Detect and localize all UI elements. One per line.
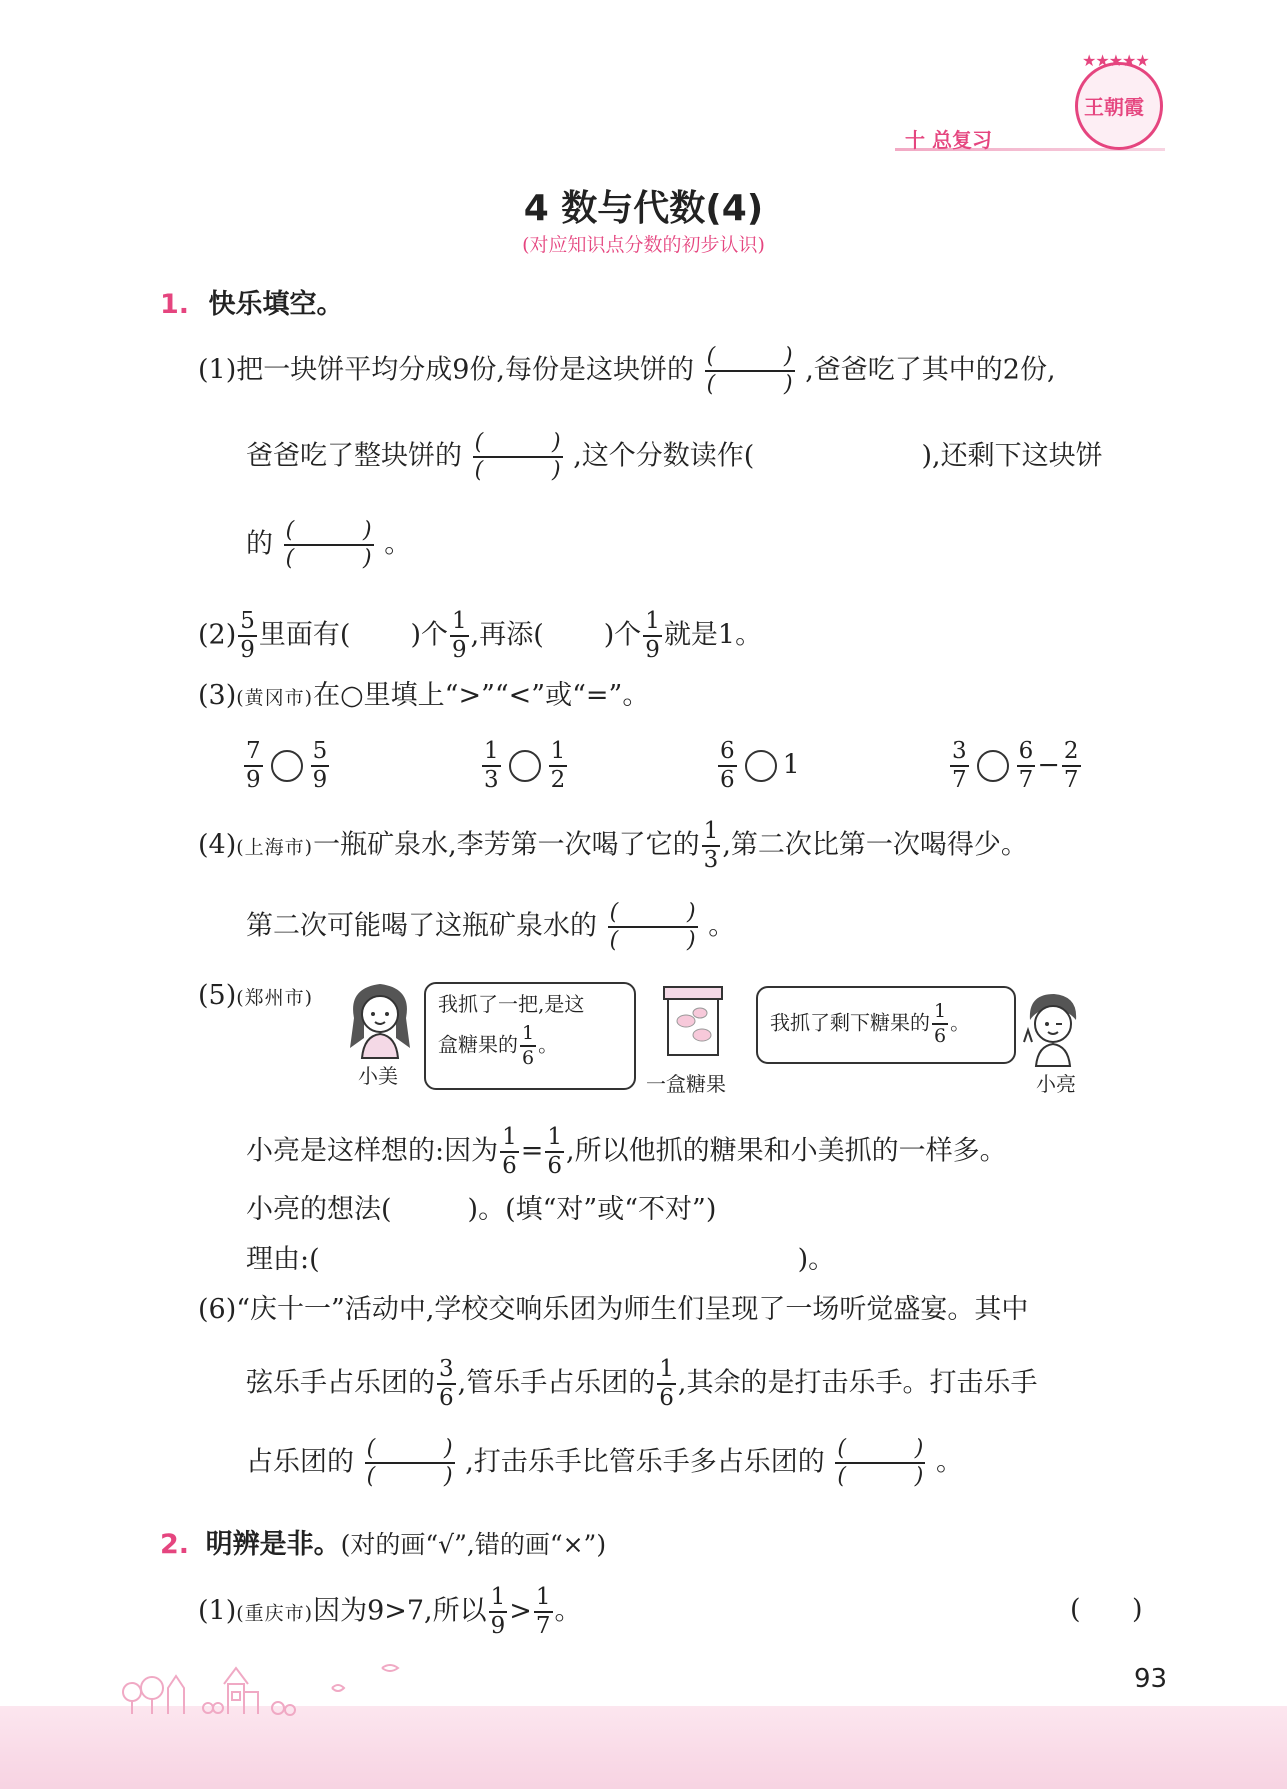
girl-name: 小美 xyxy=(358,1064,398,1088)
source-tag: (郑州市) xyxy=(236,987,314,1009)
bubble1-line2: 盒糖果的 $\frac{1}{6}$ 。 xyxy=(438,1022,559,1069)
s2-q1-label: (1) xyxy=(198,1595,237,1627)
speech-bubble-boy xyxy=(756,986,1016,1064)
s2-q1-text: 。 xyxy=(554,1595,582,1627)
q5-line2 xyxy=(246,1190,716,1230)
fraction: $\frac{1}{6}$ xyxy=(547,1124,563,1179)
q1-text-c: 爸爸吃了整块饼的 xyxy=(246,440,462,472)
q6-text: (6)“庆十一”活动中,学校交响乐团为师生们呈现了一场听觉盛宴。其中 xyxy=(198,1294,1029,1325)
q1-text-a: (1)把一块饼平均分成9份,每份是这块饼的 xyxy=(198,354,695,386)
footer-band xyxy=(0,1706,1287,1789)
q6-text: ,打击乐手比管乐手多占乐团的 xyxy=(465,1446,825,1478)
fraction: $\frac{1}{9}$ xyxy=(451,608,467,663)
q1-line1 xyxy=(198,346,1056,396)
judge-answer-blank[interactable]: ( ) xyxy=(1070,1594,1143,1625)
candy-box-label: 一盒糖果 xyxy=(646,1072,726,1096)
page-subtitle: (对应知识点分数的初步认识) xyxy=(522,234,765,256)
compare-circle[interactable] xyxy=(509,750,541,782)
q2-text: 就是1。 xyxy=(663,619,763,651)
q3-text: 在○里填上“>”“<”或“=”。 xyxy=(313,680,650,711)
boy-name: 小亮 xyxy=(1036,1072,1076,1096)
girl-illustration xyxy=(344,978,416,1060)
q6-text: ,管乐手占乐团的 xyxy=(457,1367,656,1399)
section2-title: 明辨是非。 xyxy=(205,1529,341,1560)
q4-text: ,第二次比第一次喝得少。 xyxy=(722,829,1028,861)
fraction: $\frac{1}{3}$ xyxy=(703,818,719,873)
q4-line2 xyxy=(246,902,735,952)
q1-text-b: ,爸爸吃了其中的2份, xyxy=(805,354,1056,386)
q2-text: )个 xyxy=(603,619,642,651)
q1-line2 xyxy=(246,432,1103,482)
q3-label: (3) xyxy=(198,680,237,711)
fraction: $\frac{3}{6}$ xyxy=(439,1356,454,1411)
q6-text: ,其余的是打击乐手。打击乐手 xyxy=(677,1367,1038,1399)
fraction: $\frac{1}{6}$ xyxy=(659,1356,674,1411)
q5-text: 小亮的想法( xyxy=(246,1194,392,1225)
s2-q1-text: 因为9>7,所以 xyxy=(313,1595,487,1627)
footer-castle-decoration xyxy=(118,1648,418,1718)
page-number: 93 xyxy=(1134,1664,1168,1694)
brand-logo xyxy=(1075,51,1163,150)
q2-text: ,再添( xyxy=(470,619,544,651)
q4-text: 一瓶矿泉水,李芳第一次喝了它的 xyxy=(313,829,700,861)
section2-number: 2. xyxy=(160,1529,190,1560)
compare-circle[interactable] xyxy=(271,750,303,782)
answer-fraction-blank[interactable]: ( ) ( ) xyxy=(474,430,561,483)
q4-label: (4) xyxy=(198,829,237,861)
q6-text: 占乐团的 xyxy=(246,1446,354,1478)
q4-text: 第二次可能喝了这瓶矿泉水的 xyxy=(246,910,597,942)
answer-fraction-blank[interactable]: ( ) ( ) xyxy=(285,518,372,571)
fraction: $\frac{1}{9}$ xyxy=(490,1584,506,1639)
fraction: $\frac{1}{7}$ xyxy=(535,1584,551,1639)
logo-text: 王朝霞 xyxy=(1084,95,1144,119)
girl-face xyxy=(362,996,398,1032)
q2-text: )个 xyxy=(410,619,448,651)
s2-q1-line xyxy=(198,1586,582,1638)
boy-hand xyxy=(1024,1030,1032,1042)
q2-text: 里面有( xyxy=(258,619,351,651)
candy-box-icon xyxy=(662,985,724,1057)
compare-4: $\frac{3}{7}$ $\frac{6}{7}$ − $\frac{2}{7}$ xyxy=(952,738,1079,793)
boy-face xyxy=(1035,1006,1071,1042)
q3-line xyxy=(198,676,649,718)
q5-label: (5) xyxy=(198,980,237,1011)
compare-1: $\frac{7}{9}$ $\frac{5}{9}$ xyxy=(246,738,328,793)
q1-text-g: 。 xyxy=(384,528,412,560)
q1-text-d: ,这个分数读作( xyxy=(573,440,755,472)
answer-fraction-blank[interactable]: ( ) ( ) xyxy=(366,1436,453,1489)
q4-line1 xyxy=(198,820,1028,872)
boy-illustration xyxy=(1016,986,1088,1068)
girl-body xyxy=(362,1034,398,1058)
q1-text-f: 的 xyxy=(246,528,273,560)
source-tag: (黄冈市) xyxy=(236,687,314,709)
greater-sign: > xyxy=(509,1595,532,1627)
q6-text: 。 xyxy=(935,1446,963,1478)
compare-2: $\frac{1}{3}$ $\frac{1}{2}$ xyxy=(484,738,566,793)
q5-text: 理由:( xyxy=(246,1244,320,1275)
bubble1-line1: 我抓了一把,是这 xyxy=(438,992,585,1016)
q2-line xyxy=(198,610,762,662)
q5-label-line xyxy=(198,976,313,1018)
section2-note: (对的画“√”,错的画“×”) xyxy=(340,1530,607,1559)
section1-number: 1. xyxy=(160,289,190,320)
page-title: 4 数与代数(4) xyxy=(523,188,764,229)
section2-heading xyxy=(160,1522,606,1561)
speech-bubble-girl xyxy=(424,982,636,1090)
section1-heading xyxy=(160,282,343,321)
q5-text: )。(填“对”或“不对”) xyxy=(467,1194,717,1225)
compare-circle[interactable] xyxy=(745,750,777,782)
q6-text: 弦乐手占乐团的 xyxy=(246,1367,435,1399)
q4-text: 。 xyxy=(708,910,736,942)
q1-text-e: ),还剩下这块饼 xyxy=(921,440,1103,472)
q6-line3 xyxy=(246,1438,963,1488)
source-tag: (重庆市) xyxy=(236,1602,314,1625)
q2-label: (2) xyxy=(198,619,237,651)
section1-title: 快乐填空。 xyxy=(208,289,344,320)
compare-circle[interactable] xyxy=(977,750,1009,782)
q5-line1 xyxy=(246,1126,1007,1178)
chapter-label: 十 总复习 xyxy=(905,128,992,152)
boy-body xyxy=(1036,1044,1070,1066)
compare-3: $\frac{6}{6}$ 1 xyxy=(720,738,800,793)
answer-fraction-blank[interactable]: ( ) ( ) xyxy=(609,900,696,953)
fraction: $\frac{1}{9}$ xyxy=(645,608,660,663)
q5-text: )。 xyxy=(797,1244,836,1275)
answer-fraction-blank[interactable]: ( ) ( ) xyxy=(706,344,793,397)
q5-text: ,所以他抓的糖果和小美抓的一样多。 xyxy=(566,1135,1007,1167)
fraction: $\frac{5}{9}$ xyxy=(240,608,255,663)
q1-line3 xyxy=(246,520,411,570)
equals-sign: = xyxy=(520,1135,544,1167)
fraction: $\frac{1}{6}$ xyxy=(502,1124,517,1179)
bubble2-text: 我抓了剩下糖果的 $\frac{1}{6}$ 。 xyxy=(770,1000,971,1047)
q6-line2 xyxy=(246,1358,1037,1410)
q6-line1 xyxy=(198,1290,1028,1330)
answer-fraction-blank[interactable]: ( ) ( ) xyxy=(837,1436,924,1489)
source-tag: (上海市) xyxy=(236,836,314,859)
q5-text: 小亮是这样想的:因为 xyxy=(246,1135,499,1167)
q5-line3 xyxy=(246,1240,835,1280)
logo-stars: ★★★★★ xyxy=(1082,51,1149,70)
